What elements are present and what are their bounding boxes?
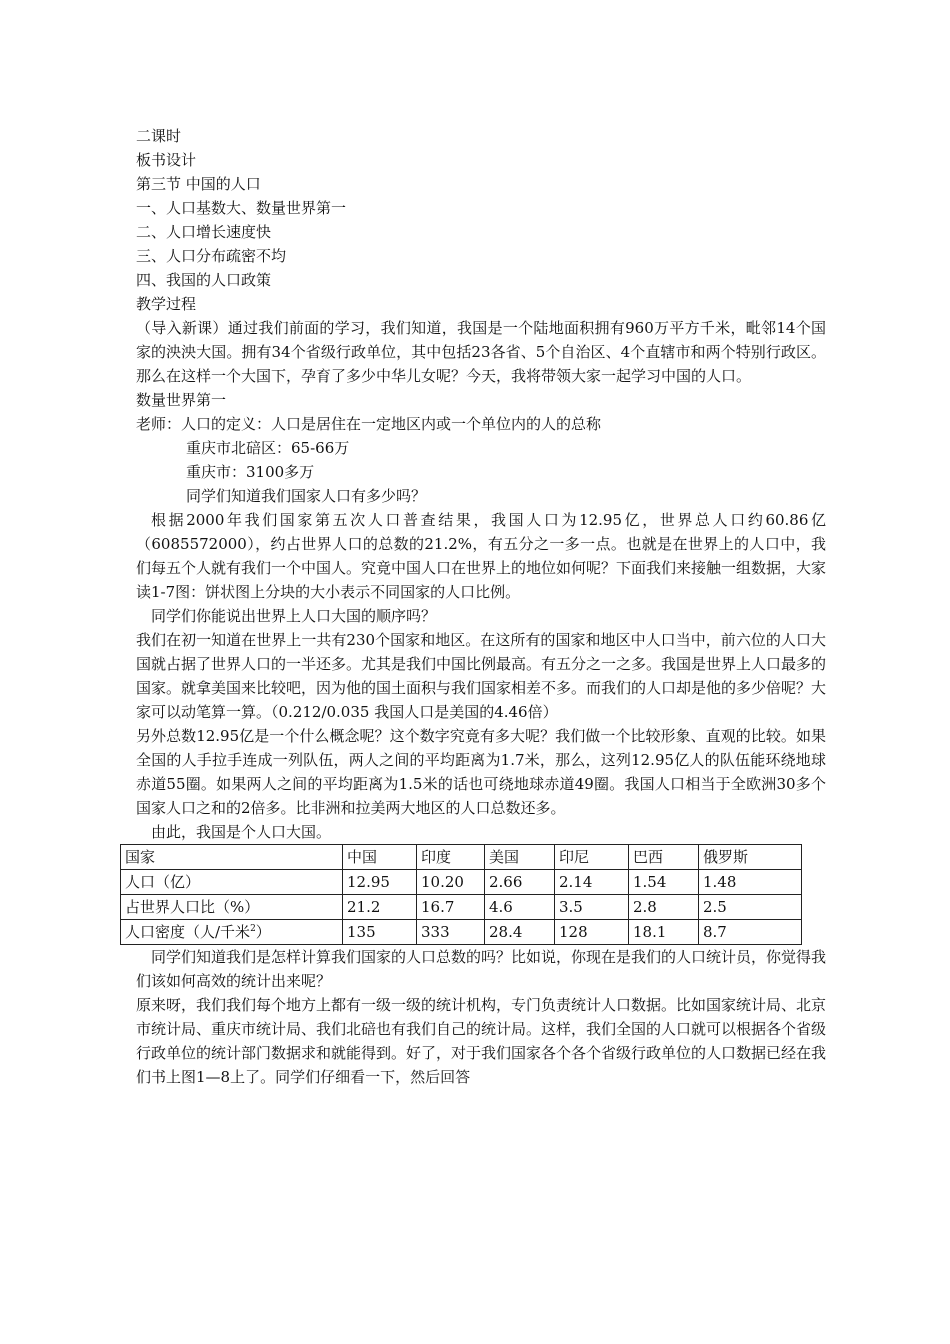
ranking-paragraph: 我们在初一知道在世界上一共有230个国家和地区。在这所有的国家和地区中人口当中，前六位的人口大国就占据了世界人口的一半还多。尤其是我们中国比例最高。有五分之一之多。我国是世界上人口最多的国家。就拿美国来比较吧，因为他的国土面积与我们国家相差不多。而我们的人口却是他的多少倍呢？大家可以动笔算一算。（0.212/0.035 我国人口是美国的4.46倍） (136, 631, 827, 721)
table-row (121, 895, 802, 920)
statistics-paragraph: 原来呀，我们我们每个地方上都有一级一级的统计机构，专门负责统计人口数据。比如国家统计局、北京市统计局、重庆市统计局、我们北碚也有我们自己的统计局。这样，我们全国的人口就可以根据各个省级行政单位的统计部门数据求和就能得到。好了，对于我们国家各个各个省级行政单位的人口数据已经在我们书上图1—8上了。同学们仔细看一下，然后回答 (136, 996, 827, 1086)
table-cell: 2.66 (485, 870, 555, 895)
table-cell: 国家 (121, 845, 343, 870)
board-design-title: 板书设计 (136, 151, 197, 169)
table-cell: 印度 (417, 845, 485, 870)
table-cell: 12.95 (343, 870, 417, 895)
table-cell: 人口（亿） (121, 870, 343, 895)
beibei-population: 重庆市北碚区：65-66万 (186, 439, 350, 457)
concept-paragraph: 另外总数12.95亿是一个什么概念呢？这个数字究竟有多大呢？我们做一个比较形象、直观的比较。如果全国的人手拉手连成一列队伍，两人之间的平均距离为1.7米，那么，这列12.95亿人的队伍能环绕地球赤道55圈。如果两人之间的平均距离为1.5米的话也可绕地球赤道49圈。我国人口相当于全欧洲30多个国家人口之和的2倍多。比非洲和拉美两大地区的人口总数还多。 (136, 727, 826, 817)
process-title: 教学过程 (136, 295, 197, 313)
table-cell: 占世界人口比（%） (121, 895, 343, 920)
table-cell: 俄罗斯 (699, 845, 802, 870)
chongqing-population: 重庆市：3100多万 (186, 463, 315, 481)
outline-item-3: 三、人口分布疏密不均 (136, 247, 287, 265)
teacher-definition: 老师：人口的定义：人口是居住在一定地区内或一个单位内的人的总称 (136, 415, 602, 433)
subheading-quantity: 数量世界第一 (136, 391, 227, 409)
table-cell: 1.54 (629, 870, 699, 895)
table-cell: 18.1 (629, 920, 699, 945)
population-table (120, 844, 802, 945)
table-cell: 16.7 (417, 895, 485, 920)
lesson-label: 二课时 (136, 127, 182, 145)
outline-item-2: 二、人口增长速度快 (136, 223, 272, 241)
conclusion-line: 由此，我国是个人口大国。 (151, 823, 332, 841)
table-cell: 135 (343, 920, 417, 945)
section-title: 第三节 中国的人口 (136, 175, 261, 193)
table-cell: 4.6 (485, 895, 555, 920)
table-row (121, 870, 802, 895)
outline-item-4: 四、我国的人口政策 (136, 271, 272, 289)
question-population: 同学们知道我们国家人口有多少吗？ (186, 487, 427, 505)
table-cell: 2.14 (555, 870, 629, 895)
table-cell (121, 920, 343, 945)
table-cell: 1.48 (699, 870, 802, 895)
table-cell: 中国 (343, 845, 417, 870)
table-cell: 128 (555, 920, 629, 945)
question-counting: 同学们知道我们是怎样计算我们国家的人口总数的吗？比如说，你现在是我们的人口统计员，你觉得我们该如何高效的统计出来呢？ (136, 948, 827, 990)
density-superscript: 2 (250, 924, 256, 934)
density-label-tail: ） (255, 923, 271, 941)
table-cell: 28.4 (485, 920, 555, 945)
document-body (125, 124, 827, 1089)
table-cell: 巴西 (629, 845, 699, 870)
intro-paragraph: （导入新课）通过我们前面的学习，我们知道，我国是一个陆地面积拥有960万平方千米，毗邻14个国家的泱泱大国。拥有34个省级行政单位，其中包括23各省、5个自治区、4个直辖市和两个特别行政区。那么在这样一个大国下，孕育了多少中华儿女呢？今天，我将带领大家一起学习中国的人口。 (136, 319, 826, 385)
table-cell: 美国 (485, 845, 555, 870)
table-cell: 10.20 (417, 870, 485, 895)
table-cell: 21.2 (343, 895, 417, 920)
question-ranking: 同学们你能说出世界上人口大国的顺序吗？ (151, 607, 437, 625)
density-label: 人口密度（人/千米 (125, 923, 251, 941)
table-cell: 3.5 (555, 895, 629, 920)
table-cell: 印尼 (555, 845, 629, 870)
census-paragraph: 根据2000年我们国家第五次人口普查结果，我国人口为12.95亿，世界总人口约60.86亿（6085572000），约占世界人口的总数的21.2%，有五分之一多一点。也就是在世界上的人口中，我们每五个人就有我们一个中国人。究竟中国人口在世界上的地位如何呢？下面我们来接触一组数据，大家读1-7图：饼状图上分块的大小表示不同国家的人口比例。 (136, 511, 827, 601)
table-cell: 8.7 (699, 920, 802, 945)
table-cell: 2.5 (699, 895, 802, 920)
table-header-row (121, 845, 802, 870)
table-cell: 2.8 (629, 895, 699, 920)
table-cell: 333 (417, 920, 485, 945)
outline-item-1: 一、人口基数大、数量世界第一 (136, 199, 347, 217)
table-row (121, 920, 802, 945)
